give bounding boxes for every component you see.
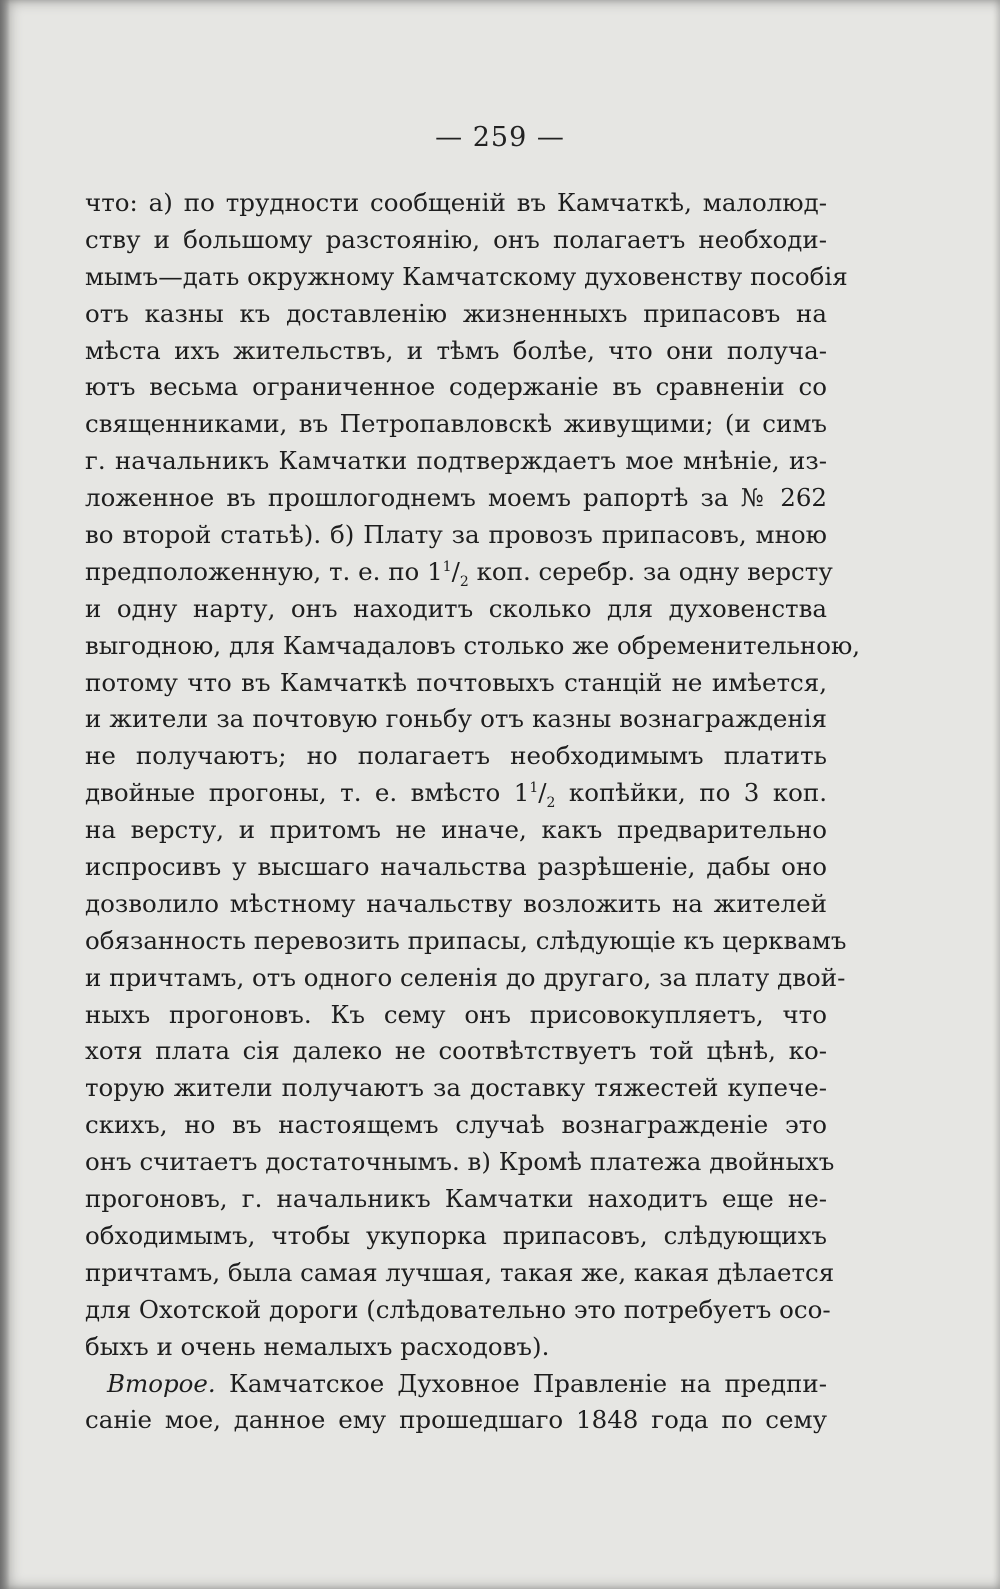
text-line [85,1329,827,1366]
line-text: ютъ весьма ограниченное содержаніе въ сравненіи со [85,372,827,402]
line-text: двойные прогоны, т. е. вмѣсто 1 [85,778,530,808]
line-text: хотя плата сія далеко не соотвѣтствуетъ той цѣнѣ, ко- [85,1036,827,1066]
line-text: мымъ—дать окружному Камчатскому духовенству пособія [85,261,848,291]
line-text: и жители за почтовую гоньбу отъ казны вознагражденія [85,704,827,734]
line-text: выгодною, для Камчадаловъ столько же обременительною, [85,630,861,660]
line-text: ству и большому разстоянію, онъ полагаетъ необходи- [85,224,827,254]
text-line [85,480,827,517]
text-line [85,1255,835,1292]
line-text: ныхъ прогоновъ. Къ сему онъ присовокупляетъ, что [85,999,827,1029]
line-text: ложенное въ прошлогоднемъ моемъ рапортѣ за № 262 [85,483,827,513]
line-text: скихъ, но въ настоящемъ случаѣ вознагражденіе это [85,1110,827,1140]
line-text: торую жители получаютъ за доставку тяжестей купече- [85,1073,827,1103]
text-line [85,1218,827,1255]
text-line [85,997,827,1034]
text-line [85,923,847,960]
line-text: онъ считаетъ достаточнымъ. в) Кромѣ платежа двойныхъ [85,1147,835,1177]
text-line [85,738,827,775]
line-text: и одну нарту, онъ находитъ сколько для духовенства [85,593,827,623]
line-text: для Охотской дороги (слѣдовательно это потребуетъ осо- [85,1294,831,1324]
line-text: что: а) по трудности сообщеній въ Камчаткѣ, малолюд- [85,188,827,217]
text-line [85,1181,827,1218]
text-line [85,185,827,222]
line-text: отъ казны къ доставленію жизненныхъ припасовъ на [85,298,827,328]
line-text: дозволило мѣстному начальству возложить на жителей [85,888,827,918]
fraction-slash: / [538,778,547,808]
text-line [85,812,827,849]
line-text: потому что въ Камчаткѣ почтовыхъ станцій не имѣется, [85,667,827,697]
line-text: причтамъ, была самая лучшая, такая же, какая дѣлается [85,1257,835,1287]
line-text: обходимымъ, чтобы укупорка припасовъ, слѣдующихъ [85,1220,827,1250]
line-text: во второй статьѣ). б) Плату за провозъ припасовъ, мною [85,520,827,550]
line-text: обязанность перевозить припасы, слѣдующіе къ церквамъ [85,925,847,955]
text-line [85,259,848,296]
text-line [85,701,827,738]
line-text: не получаютъ; но полагаетъ необходимымъ платить [85,741,827,771]
text-line [85,222,827,259]
body-text [85,185,861,1439]
fraction-numerator: 1 [442,558,452,575]
text-line [85,1402,827,1439]
text-line [85,1070,827,1107]
line-text: копѣйки, по 3 коп. [555,778,827,808]
fraction-slash: / [451,556,460,586]
line-text: быхъ и очень немалыхъ расходовъ). [85,1331,550,1361]
page-number: — 259 — [435,122,565,153]
text-line [85,1107,827,1144]
text-line [85,849,827,886]
text-line [85,554,833,591]
line-text: коп. серебр. за одну версту [468,556,833,586]
line-text: предположенную, т. е. по 1 [85,556,443,586]
text-line [85,960,846,997]
text-line [85,443,827,480]
text-line [85,369,827,406]
line-text: г. начальникъ Камчатки подтверждаетъ мое мнѣніе, из- [85,446,827,476]
line-text: саніе мое, данное ему прошедшаго 1848 года по сему [85,1405,827,1435]
text-line [85,1033,827,1070]
text-line [85,628,861,665]
text-line [85,406,827,443]
line-text: и причтамъ, отъ одного селенія до другаго, за плату двой- [85,962,846,992]
text-line [85,1366,827,1403]
text-line [85,1144,835,1181]
text-line [85,886,827,923]
text-line [85,517,827,554]
line-text: прогоновъ, г. начальникъ Камчатки находитъ еще не- [85,1184,827,1214]
line-text: священниками, въ Петропавловскѣ живущими; (и симъ [85,409,827,439]
text-line [85,591,827,628]
text-line [85,333,827,370]
fraction-denominator: 2 [459,573,469,590]
text-line [85,1292,831,1329]
line-text: Камчатское Духовное Правленіе на предпи- [215,1368,827,1398]
line-text: мѣста ихъ жительствъ, и тѣмъ болѣе, что они получа- [85,335,827,365]
section-heading: Второе. [107,1368,216,1398]
line-text: испросивъ у высшаго начальства разрѣшеніе, дабы оно [85,852,827,882]
text-line [85,665,827,702]
fraction-numerator: 1 [529,780,539,797]
fraction-denominator: 2 [546,795,556,812]
text-line [85,775,827,812]
line-text: на версту, и притомъ не иначе, какъ предварительно [85,815,827,845]
text-line [85,296,827,333]
